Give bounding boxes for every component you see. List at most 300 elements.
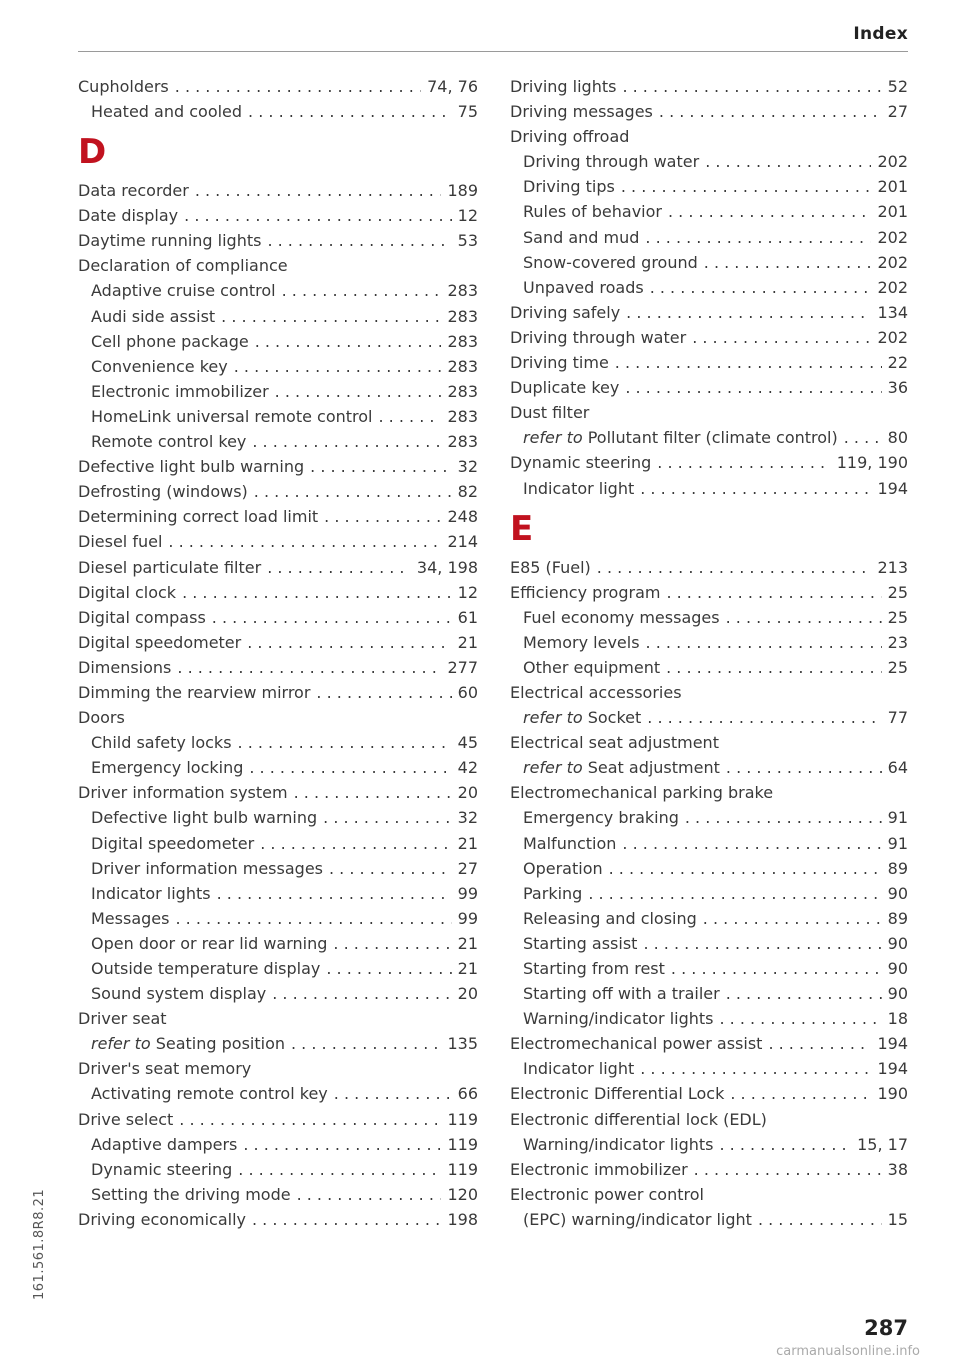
leader-dots [310,456,451,477]
index-subentry [78,1033,478,1054]
index-entry [510,1033,908,1054]
entry-label [523,1058,634,1079]
page-reference: 135 [447,1034,478,1054]
leader-dots [179,1109,441,1130]
page-reference: 90 [887,883,908,903]
entry-text: Indicator light [523,1059,635,1079]
entry-text: Driver information messages [91,858,323,878]
entry-label [523,958,665,979]
page-header-title: Index [853,24,908,44]
leader-dots [333,933,451,954]
page-reference: 80 [887,428,908,448]
index-entry [510,682,908,703]
refer-to-label: refer to [91,1034,151,1054]
entry-label [523,908,697,929]
entry-label [78,255,288,276]
leader-dots [609,858,882,879]
entry-text: (EPC) warning/indicator light [523,1209,752,1229]
entry-text: Seating position [155,1034,285,1054]
entry-label [91,1159,232,1180]
entry-label [523,1209,752,1230]
entry-text: Electrical seat adjustment [510,733,719,753]
page-reference: 90 [887,959,908,978]
entry-label [510,377,619,398]
entry-text: Determining correct load limit [78,507,319,527]
entry-label [91,1134,237,1155]
leader-dots [726,983,882,1004]
entry-label [510,557,591,578]
index-subentry [78,101,478,122]
entry-label [510,352,609,373]
page-reference: 194 [877,1059,908,1079]
entry-label [510,1184,704,1205]
entry-text: Pollutant filter (climate control) [587,428,838,448]
index-entry [78,607,478,628]
entry-label [78,180,189,201]
index-subentry [78,331,478,352]
index-subentry [78,883,478,904]
entry-text: Starting from rest [523,959,665,978]
entry-text: Sand and mud [523,227,640,247]
page-reference: 64 [887,758,908,778]
index-entry [78,632,478,653]
entry-label [78,582,176,603]
entry-text: Driving tips [523,177,615,197]
page-reference: 23 [887,632,908,652]
page-reference: 61 [457,607,478,627]
entry-text: Defective light bulb warning [78,457,305,477]
leader-dots [243,1134,441,1155]
entry-label [78,1058,251,1079]
leader-dots [685,807,882,828]
leader-dots [726,607,882,628]
index-subentry [78,280,478,301]
index-subentry [510,983,908,1004]
index-subentry [510,707,908,728]
index-subentry [78,1083,478,1104]
leader-dots [647,707,881,728]
entry-label [523,883,582,904]
page-reference: 52 [887,77,908,96]
index-entry [510,782,908,803]
page-reference: 202 [877,252,908,272]
index-entry [78,782,478,803]
leader-dots [260,833,451,854]
page-reference: 90 [887,984,908,1004]
page-reference: 248 [447,507,478,527]
page-reference: 89 [887,908,908,928]
entry-label [523,252,698,273]
leader-dots [719,1008,881,1029]
entry-label [91,306,215,327]
entry-label [523,1008,713,1029]
index-entry [510,76,908,97]
entry-text: Electronic power control [510,1184,704,1204]
entry-text: Other equipment [523,657,661,677]
entry-text: Efficiency program [510,582,661,602]
leader-dots [758,1209,882,1230]
index-subentry [78,983,478,1004]
index-entry [78,456,478,477]
entry-label [78,557,261,578]
entry-label [523,632,640,653]
entry-label [510,327,686,348]
entry-text: Drive select [78,1109,174,1129]
entry-label [78,456,304,477]
entry-label [510,402,589,423]
entry-text: Snow-covered ground [523,252,698,272]
index-entry [510,732,908,753]
entry-label [78,682,310,703]
entry-text: Activating remote control key [91,1084,328,1104]
index-subentry [510,176,908,197]
leader-dots [234,356,442,377]
leader-dots [588,883,881,904]
entry-text: Driving through water [523,152,700,172]
leader-dots [255,331,442,352]
entry-label [523,707,641,728]
page-reference: 22 [887,353,908,373]
entry-text: Driving lights [510,77,617,96]
leader-dots [177,657,441,678]
index-subentry [78,732,478,753]
entry-text: Rules of behavior [523,202,662,222]
leader-dots [621,176,872,197]
entry-text: Emergency locking [91,758,244,778]
leader-dots [730,1083,871,1104]
index-entry [510,402,908,423]
entry-label [91,1083,328,1104]
entry-label [78,76,169,97]
leader-dots [692,327,871,348]
page-reference: 190 [877,1084,908,1104]
index-subentry [510,607,908,628]
page-reference: 53 [457,231,478,251]
entry-label [91,1184,291,1205]
entry-text: Sound system display [91,984,267,1004]
entry-label [78,481,248,502]
entry-label [510,452,651,473]
page-reference: 119 [447,1134,478,1154]
entry-label [78,657,171,678]
page-reference: 283 [447,306,478,326]
index-subentry [510,807,908,828]
index-entry [510,1184,908,1205]
entry-label [91,331,249,352]
entry-text: Releasing and closing [523,908,697,928]
entry-label [78,531,162,552]
entry-text: Electronic differential lock (EDL) [510,1109,767,1129]
entry-text: Outside temperature display [91,959,321,978]
index-entry [78,1008,478,1029]
leader-dots [645,227,871,248]
leader-dots [294,782,452,803]
entry-text: Messages [91,908,170,928]
index-entry [78,1109,478,1130]
leader-dots [184,205,452,226]
index-entry [510,1159,908,1180]
entry-text: Setting the driving mode [91,1184,291,1204]
entry-label [523,657,660,678]
entry-text: Defrosting (windows) [78,482,248,502]
leader-dots [671,958,882,979]
index-subentry [78,807,478,828]
index-entry [78,531,478,552]
leader-dots [643,933,881,954]
page-reference: 25 [887,607,908,627]
entry-text: Defective light bulb warning [91,808,318,828]
index-subentry [510,1008,908,1029]
entry-text: Adaptive cruise control [91,281,276,301]
index-subentry [510,1209,908,1230]
entry-label [91,1033,285,1054]
entry-text: Parking [523,883,583,903]
leader-dots [249,757,451,778]
index-subentry [78,1134,478,1155]
entry-text: Malfunction [523,833,617,853]
entry-label [91,757,243,778]
index-subentry [510,1134,908,1155]
entry-label [523,858,603,879]
page-reference: 202 [877,277,908,297]
page-reference: 119 [447,1109,478,1129]
entry-label [510,1083,724,1104]
index-subentry [510,252,908,273]
page-reference: 99 [457,883,478,903]
index-entry [78,230,478,251]
entry-label [523,983,720,1004]
leader-dots [252,1209,441,1230]
entry-label [91,833,254,854]
entry-label [78,1109,173,1130]
page-reference: 119, 190 [836,453,908,473]
entry-text: Heated and cooled [91,102,243,122]
entry-text: E85 (Fuel) [510,557,591,577]
entry-text: Declaration of compliance [78,256,288,276]
index-entry [78,1058,478,1079]
page-reference: 25 [887,582,908,602]
entry-text: Doors [78,708,125,728]
entry-text: Digital speedometer [78,632,242,652]
entry-label [523,933,637,954]
leader-dots [625,377,881,398]
entry-text: Warning/indicator lights [523,1009,714,1029]
entry-label [91,732,232,753]
page-reference: 202 [877,152,908,172]
entry-text: Seat adjustment [587,758,720,778]
entry-label [510,302,620,323]
page-reference: 21 [457,632,478,652]
entry-text: Electrical accessories [510,682,682,702]
index-entry [78,205,478,226]
leader-dots [238,732,452,753]
index-subentry [510,277,908,298]
leader-dots [168,531,441,552]
index-entry [510,1083,908,1104]
index-subentry [510,1058,908,1079]
page-reference: 34, 198 [416,557,478,577]
index-subentry [78,933,478,954]
entry-text: Driving safely [510,302,621,322]
entry-label [78,230,261,251]
page-reference: 66 [457,1084,478,1104]
index-entry [78,657,478,678]
entry-text: Dust filter [510,403,590,423]
entry-text: Dimming the rearview mirror [78,682,311,702]
leader-dots [646,632,882,653]
page-reference: 189 [447,181,478,201]
index-entry [510,101,908,122]
entry-label [510,101,653,122]
entry-label [523,833,616,854]
leader-dots [221,306,441,327]
entry-text: Fuel economy messages [523,607,720,627]
entry-label [78,782,288,803]
page-reference: 89 [887,858,908,878]
page-reference: 36 [887,378,908,398]
leader-dots [247,632,451,653]
entry-label [78,1209,246,1230]
leader-dots [705,151,871,172]
entry-label [523,201,662,222]
entry-text: Warning/indicator lights [523,1134,714,1154]
entry-label [91,101,242,122]
leader-dots [668,201,871,222]
page-reference: 15 [887,1209,908,1229]
entry-text: Dynamic steering [510,453,652,473]
leader-dots [703,908,882,929]
leader-dots [324,506,441,527]
entry-text: Open door or rear lid warning [91,933,328,953]
leader-dots [316,682,451,703]
entry-text: HomeLink universal remote control [91,406,373,426]
entry-text: Electromechanical parking brake [510,783,774,803]
entry-text: Unpaved roads [523,277,644,297]
entry-label [523,478,634,499]
entry-label [523,757,720,778]
page-reference: 42 [457,758,478,778]
index-subentry [510,201,908,222]
header-rule [78,51,908,52]
entry-label [523,277,644,298]
leader-dots [212,607,452,628]
entry-text: Electromechanical power assist [510,1034,763,1054]
entry-label [78,607,206,628]
page-reference: 194 [877,478,908,498]
entry-text: Electronic immobilizer [91,381,269,401]
page-reference: 202 [877,227,908,247]
leader-dots [719,1134,851,1155]
entry-label [510,782,773,803]
leader-dots [275,381,442,402]
leader-dots [267,230,451,251]
leader-dots [248,101,452,122]
index-subentry [510,151,908,172]
page-reference: 90 [887,933,908,953]
entry-label [510,1033,762,1054]
page-reference: 214 [447,532,478,552]
index-subentry [510,858,908,879]
index-subentry [510,657,908,678]
index-section-letter: E [510,508,534,549]
page-reference: 201 [877,202,908,222]
entry-label [78,205,178,226]
entry-label [91,431,246,452]
leader-dots [252,431,441,452]
index-subentry [78,1159,478,1180]
index-entry [510,302,908,323]
index-subentry [78,908,478,929]
leader-dots [650,277,872,298]
entry-label [510,1109,767,1130]
page-reference: 277 [447,657,478,677]
entry-text: Starting assist [523,933,638,953]
leader-dots [666,582,881,603]
entry-text: Indicator lights [91,883,211,903]
entry-label [91,381,269,402]
entry-text: Convenience key [91,356,228,376]
entry-text: Driving time [510,353,609,373]
page-reference: 213 [877,557,908,577]
index-subentry [78,757,478,778]
leader-dots [694,1159,882,1180]
entry-label [523,151,699,172]
index-entry [78,255,478,276]
leader-dots [597,557,872,578]
entry-label [510,682,682,703]
index-subentry [78,858,478,879]
page-reference: 283 [447,281,478,301]
side-code: 161.561.8R8.21 [32,1188,47,1300]
leader-dots [217,883,452,904]
entry-label [91,280,276,301]
index-entry [78,180,478,201]
leader-dots [267,557,411,578]
page-reference: 75 [457,102,478,122]
page-reference: 38 [887,1159,908,1179]
entry-label [78,1008,167,1029]
leader-dots [640,1058,871,1079]
index-subentry [78,958,478,979]
page-reference: 27 [887,102,908,122]
index-subentry [510,632,908,653]
index-entry [78,1209,478,1230]
leader-dots [334,1083,452,1104]
page-reference: 202 [877,327,908,347]
page-reference: 21 [457,959,478,978]
leader-dots [726,757,882,778]
index-entry [510,557,908,578]
index-subentry [78,833,478,854]
entry-label [510,582,660,603]
refer-to-label: refer to [523,708,583,728]
index-entry [78,582,478,603]
page-reference: 20 [457,783,478,803]
entry-text: Electronic Differential Lock [510,1084,725,1104]
entry-text: Electronic immobilizer [510,1159,688,1179]
entry-label [523,176,615,197]
leader-dots [640,478,871,499]
entry-text: Data recorder [78,181,189,201]
entry-text: Daytime running lights [78,231,262,251]
entry-text: Driving economically [78,1209,246,1229]
page-reference: 15, 17 [857,1134,908,1154]
index-entry [78,506,478,527]
refer-to-label: refer to [523,428,583,448]
entry-label [523,427,838,448]
entry-text: Date display [78,206,179,226]
leader-dots [768,1033,871,1054]
